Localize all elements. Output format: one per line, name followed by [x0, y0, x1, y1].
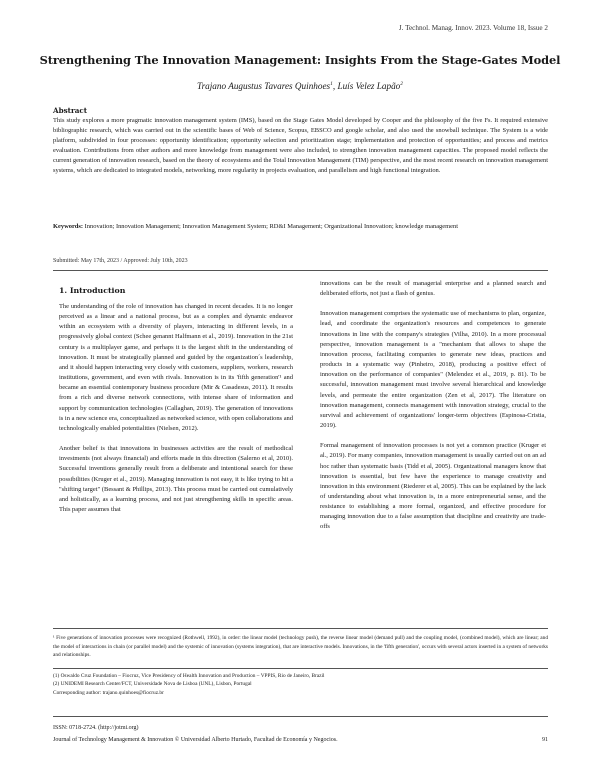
author-separator: , — [332, 81, 338, 92]
keywords-label: Keywords: — [53, 223, 84, 230]
body-column-right — [320, 279, 546, 543]
corresponding-author: Corresponding author: trajano.quinhoes@fiocruz.br — [53, 689, 164, 696]
keywords — [53, 222, 548, 232]
issn: ISSN: 0718-2724. (http://jotmi.org) — [53, 725, 139, 731]
paragraph: Another belief is that innovations in businesses activities are the result of methodical investments (not always financial) and efforts made in this direction (Salerno et al, 2010). Successful inventions generally result from a deliberate and intentional search for these possibilities (Kruger et al., 2019). Managing innovation is not easy, it is like trying to hit a "shifting target" (Bessant & Phillips, 2013). This process must be carried out cumulatively and holistically, as a learning process, and not just strengthening skills in specific areas. This paper assumes that — [59, 445, 293, 513]
affiliation: (1) Oswaldo Cruz Foundation – Fiocruz, Vice Presidency of Health Innovation and Production – VPPIS, Rio de Janeiro, Brazil — [53, 673, 325, 679]
journal-footer: Journal of Technology Management & Innovation © Universidad Alberto Hurtado, Facultad de Economía y Negocios. — [53, 737, 338, 743]
affiliation-marker: 2 — [400, 81, 404, 87]
section-heading: 1. Introduction — [59, 286, 126, 295]
paragraph: innovations can be the result of managerial enterprise and a planned search and deliberated efforts, not just a flash of genius. — [320, 280, 546, 298]
running-head: J. Technol. Manag. Innov. 2023. Volume 18, Issue 2 — [398, 24, 548, 32]
affiliation-marker: 1 — [330, 81, 333, 87]
divider — [53, 668, 548, 669]
divider — [53, 270, 548, 271]
keywords-text: Innovation; Innovation Management; Innovation Management System; RD&I Management; Organizational Innovation; knowledge management — [83, 223, 458, 230]
abstract-text: This study explores a more pragmatic innovation management system (IMS), based on the Stage Gates Model developed by Cooper and the philosophy of the five Fs. It required extensive bibliographic research, which was carried out in the scientific bases of Web of Science, Scopus, EBSCO and google scholar, and also used the snowball technique. The System is a wide platform, subdivided in four processes: opportunity identification; opportunity selection and prioritization stage; implementation and protection of opportunities; and process and metrics evaluation. Contributions from other authors and more knowledge from management were also included, to strengthen innovation management capacities. The proposed model reflects the current generation of innovation research, based on the theory of ecosystems and the Total Innovation Management (TIM) perspective, and the most recent research on innovation management systems, which are dedicated to integrated models, networking, more regularity in projects evaluation, and parallelism and high functional integration. — [53, 117, 548, 174]
article-title: Strengthening The Innovation Management: Insights From the Stage-Gates Model — [39, 53, 561, 67]
paragraph: Formal management of innovation processes is not yet a common practice (Kruger et al., 2019). For many companies, innovation management is usually carried out on an ad hoc rather than systematic basis (Tidd et al, 2005). Organizational managers know that innovation is essential, but few have the experience to manage creativity and innovation in this environment (Riederer et al, 2005). This can be explained by the lack of understanding about what innovation is, in a more entrepreneurial sense, and the resistance to establishing a more formal, organized, and effective procedure for managing innovation due to a false assumption that discipline and creativity are trade-offs — [320, 442, 546, 531]
submission-dates: Submitted: May 17th, 2023 / Approved: July 10th, 2023 — [53, 258, 188, 264]
author-name: Trajano Augustus Tavares Quinhoes — [196, 81, 331, 92]
author-name: Luís Velez Lapão — [337, 81, 401, 92]
paragraph: Innovation management comprises the systematic use of mechanisms to plan, organize, lead, and coordinate the organization's resources and competences to generate innovations in line with the company's strategies (Vilha, 2010). In a more processual perspective, innovation management is a "mechanism that allows to shape the innovation process, facilitating companies to generate new ideas, practices and products in a systematic way (Pinheiro, 2018), producing a positive effect of innovation on the performance of companies" (Melendez et al., 2019, p. 81). To be successful, innovation management must involve several hierarchical and knowledge levels, and permeate the entire organization (Zen et al, 2017). The literature on innovation management, connects management with innovation strategy, crucial to the survival and achievement of organizations' longer-term objectives (Espinosa-Cristia, 2019). — [320, 310, 546, 430]
page-number: 91 — [542, 737, 548, 743]
paragraph: The understanding of the role of innovation has changed in recent decades. It is no longer perceived as a linear and a national process, but as a complex and dynamic endeavor within an ecosystem with a diversity of players, interacting in different levels, in a progressively global context (Schee genannt Halfmann et al., 2019). Innovation in the 21st century is a multiplayer game, and perhaps it is the largest shift in the understanding of innovation. It must be strategically planned and guided by the organization´s leadership, and it should happen interacting very closely with customers, suppliers, workers, research institutions, government, and even with rivals. Innovation is in its 'fifth generation'¹ and became an essential contemporary business procedure (Mir & Casadesus, 2011). It results from a rich and diverse network connections, with intense share of information and support by communication technologies (Callaghan, 2019). The generation of innovations is in a new science era, conceptualized as networked science, with open collaborations and technologically enabled potentialities (Nielsen, 2012). — [59, 303, 293, 432]
footnote-divider — [53, 628, 548, 629]
affiliations — [53, 672, 548, 697]
affiliation: (2) UNIDEMI Research Center/FCT, Universidade Nova de Lisboa (UNL), Lisbon, Portugal — [53, 681, 252, 688]
footnote: ¹ Five generations of innovation processes were recognized (Rothwell, 1992), in order: the linear model (technology push), the reverse linear model (demand pull) and the coupling model, (combined model), which are linear; and the model of interactions in chain (or parallel model) and the systemic of innovation (systems integration), that are interactive models. Innovations, in the 'fifth generation', occurs with several actors inserted in a system of networks and relationships. — [53, 635, 548, 659]
body-column-left — [59, 302, 293, 525]
abstract-heading: Abstract — [53, 106, 88, 115]
divider — [53, 716, 548, 717]
author-line — [30, 81, 570, 91]
